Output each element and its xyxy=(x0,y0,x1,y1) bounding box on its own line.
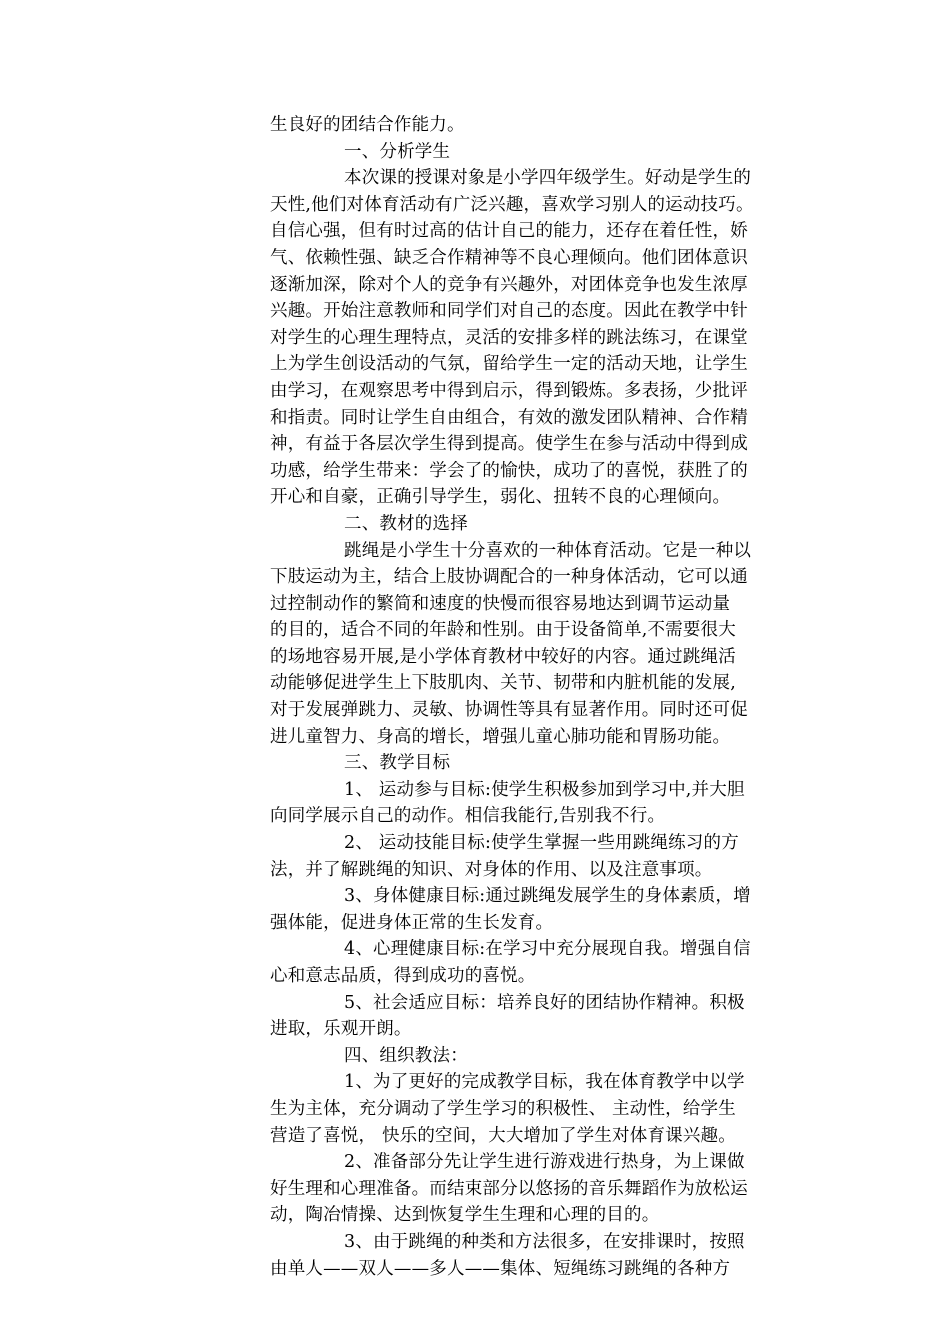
text-line: 功感，给学生带来：学会了的愉快，成功了的喜悦，获胜了的 xyxy=(270,460,748,481)
text-line: 由学习，在观察思考中得到启示，得到锻炼。多表扬，少批评 xyxy=(270,380,748,401)
text-line: 进儿童智力、身高的增长，增强儿童心肺功能和胃肠功能。 xyxy=(270,726,731,747)
text-line: 好生理和心理准备。而结束部分以悠扬的音乐舞蹈作为放松运 xyxy=(270,1178,748,1199)
text-line: 法，并了解跳绳的知识、对身体的作用、以及注意事项。 xyxy=(270,859,713,880)
text-line: 逐渐加深，除对个人的竞争有兴趣外，对团体竞争也发生浓厚 xyxy=(270,274,748,295)
text-line: 生为主体，充分调动了学生学习的积极性、 主动性，给学生 xyxy=(270,1098,736,1119)
text-line: 开心和自豪，正确引导学生，弱化、扭转不良的心理倾向。 xyxy=(270,487,731,508)
text-line: 由单人——双人——多人——集体、短绳练习跳绳的各种方 xyxy=(270,1258,731,1279)
text-line: 二、教材的选择 xyxy=(344,513,468,534)
text-line: 本次课的授课对象是小学四年级学生。好动是学生的 xyxy=(344,168,752,189)
text-line: 2、 运动技能目标:使学生掌握一些用跳绳练习的方 xyxy=(344,833,739,854)
text-line: 生良好的团结合作能力。 xyxy=(270,115,465,135)
text-line: 对于发展弹跳力、灵敏、协调性等具有显著作用。同时还可促 xyxy=(270,700,748,721)
document-body xyxy=(270,112,786,1282)
text-line: 天性,他们对体育活动有广泛兴趣，喜欢学习别人的运动技巧。 xyxy=(270,194,754,215)
text-line: 3、身体健康目标:通过跳绳发展学生的身体素质，增 xyxy=(344,886,751,907)
text-line: 气、依赖性强、缺乏合作精神等不良心理倾向。他们团体意识 xyxy=(270,247,748,268)
text-line: 神，有益于各层次学生得到提高。使学生在参与活动中得到成 xyxy=(270,434,748,455)
text-line: 对学生的心理生理特点，灵活的安排多样的跳法练习，在课堂 xyxy=(270,327,748,348)
text-line: 1、 运动参与目标:使学生积极参加到学习中,并大胆 xyxy=(344,779,745,800)
text-line: 上为学生创设活动的气氛，留给学生一定的活动天地，让学生 xyxy=(270,354,748,375)
text-line: 四、组织教法： xyxy=(344,1045,468,1066)
text-line: 向同学展示自己的动作。相信我能行,告别我不行。 xyxy=(270,806,666,827)
text-line: 兴趣。开始注意教师和同学们对自己的态度。因此在教学中针 xyxy=(270,301,748,322)
text-line: 4、心理健康目标:在学习中充分展现自我。增强自信 xyxy=(344,939,751,960)
text-line: 5、社会适应目标：培养良好的团结协作精神。积极 xyxy=(344,992,745,1013)
text-line: 和指责。同时让学生自由组合，有效的激发团队精神、合作精 xyxy=(270,407,748,428)
text-line: 自信心强，但有时过高的估计自己的能力，还存在着任性，娇 xyxy=(270,221,748,242)
text-line: 跳绳是小学生十分喜欢的一种体育活动。它是一种以 xyxy=(344,540,752,561)
text-line: 3、由于跳绳的种类和方法很多，在安排课时，按照 xyxy=(344,1231,745,1252)
text-line: 心和意志品质，得到成功的喜悦。 xyxy=(270,966,536,986)
text-line: 进取，乐观开朗。 xyxy=(270,1019,412,1040)
text-line: 的目的，适合不同的年龄和性别。由于设备简单,不需要很大 xyxy=(270,620,736,641)
text-line: 一、分析学生 xyxy=(344,141,451,162)
text-line: 营造了喜悦， 快乐的空间，大大增加了学生对体育课兴趣。 xyxy=(270,1125,736,1146)
text-line: 下肢运动为主，结合上肢协调配合的一种身体活动，它可以通 xyxy=(270,567,748,588)
text-line: 三、教学目标 xyxy=(344,753,451,774)
text-line: 动能够促进学生上下肢肌肉、关节、韧带和内脏机能的发展, xyxy=(270,673,736,694)
text-line: 2、准备部分先让学生进行游戏进行热身，为上课做 xyxy=(344,1152,745,1173)
text-line: 强体能，促进身体正常的生长发育。 xyxy=(270,912,554,933)
text-line: 1、为了更好的完成教学目标，我在体育教学中以学 xyxy=(344,1072,745,1093)
text-line: 过控制动作的繁简和速度的快慢而很容易地达到调节运动量 xyxy=(270,593,731,614)
text-line: 动，陶冶情操、达到恢复学生生理和心理的目的。 xyxy=(270,1205,660,1226)
text-line: 的场地容易开展,是小学体育教材中较好的内容。通过跳绳活 xyxy=(270,646,736,667)
